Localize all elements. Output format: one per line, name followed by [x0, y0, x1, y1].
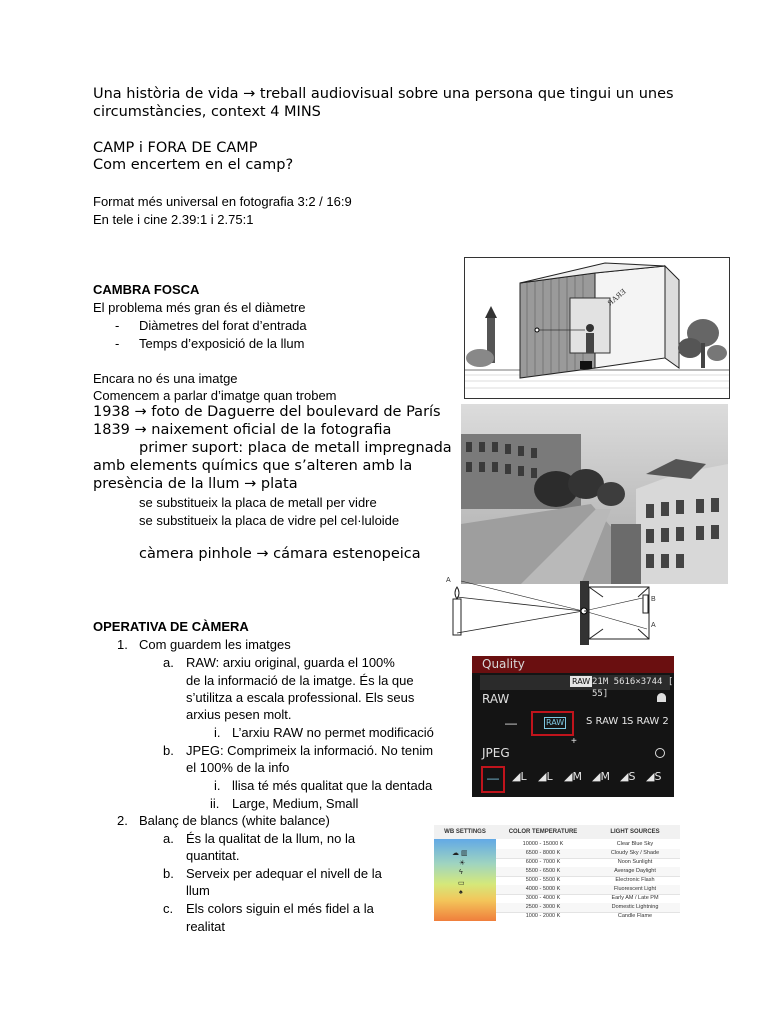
list-letter: a.: [163, 655, 174, 670]
wb-source-cell: Early AM / Late PM: [611, 895, 659, 901]
raw-line-2: de la informació de la imatge. És la que: [186, 673, 414, 688]
wb-source-cell: Average Daylight: [614, 868, 656, 874]
svg-text:B: B: [651, 596, 656, 603]
imatge-line-3: 1938 → foto de Daguerre del boulevard de París: [93, 404, 441, 420]
list-letter: c.: [163, 901, 174, 916]
pinhole-diagram: [443, 573, 669, 653]
raw-option[interactable]: RAW: [546, 718, 565, 727]
wb-header-temperature: COLOR TEMPERATURE: [508, 829, 578, 835]
raw-info-badge: RAW: [572, 677, 591, 686]
list-roman: ii.: [210, 796, 220, 811]
jpeg-sub-2: Large, Medium, Small: [232, 796, 359, 811]
wb-source-cell: Candle Flame: [617, 913, 653, 919]
imatge-line-5: primer suport: placa de metall impregnada: [139, 440, 452, 456]
wb-temperature-cell: 6500 - 8000 K: [525, 850, 561, 856]
format-line-2: En tele i cine 2.39:1 i 2.75:1: [93, 212, 254, 227]
quality-menu-screenshot: [472, 656, 674, 797]
intro-line-2: circumstàncies, context 4 MINS: [93, 104, 321, 120]
bullet-dash: -: [115, 336, 120, 351]
raw-sub: L’arxiu RAW no permet modificació: [232, 725, 434, 740]
format-line-1: Format més universal en fotografia 3:2 / 16:9: [93, 194, 352, 209]
svg-text:A: A: [651, 622, 656, 629]
wb-temperature-cell: 6000 - 7000 K: [525, 859, 561, 865]
wb-source-cell: Domestic Lightning: [611, 904, 659, 910]
imatge-line-10: càmera pinhole → cámara estenopeica: [139, 546, 421, 562]
list-item: Temps d’exposició de la llum: [139, 336, 305, 351]
list-letter: b.: [163, 743, 174, 758]
list-letter: b.: [163, 866, 174, 881]
wb-c-line-2: realitat: [186, 919, 226, 934]
wb-temperature-cell: 10000 - 15000 K: [522, 841, 564, 847]
wb-settings-table: [434, 825, 680, 921]
jpeg-small-normal-option[interactable]: ◢S: [646, 770, 662, 783]
jpeg-section-label: JPEG: [482, 746, 510, 760]
raw-none-option[interactable]: —: [505, 716, 517, 730]
raw-section-label: RAW: [482, 692, 510, 706]
wb-temperature-cell: 4000 - 5000 K: [525, 886, 561, 892]
camp-question: Com encertem en el camp?: [93, 157, 294, 173]
wb-temperature-cell: 5500 - 6500 K: [525, 868, 561, 874]
tungsten-icon: ♠: [459, 889, 463, 896]
raw-line-4: arxius pesen molt.: [186, 707, 292, 722]
list-letter: a.: [163, 831, 174, 846]
dial-icon: [657, 693, 666, 702]
daguerre-boulevard-photo: [461, 404, 728, 584]
imatge-line-1: Encara no és una imatge: [93, 371, 238, 386]
table-row: [496, 912, 680, 921]
wb-a-line-1: És la qualitat de la llum, no la: [186, 831, 356, 846]
jpeg-none-option[interactable]: —: [487, 771, 499, 785]
list-roman: i.: [214, 725, 221, 740]
imatge-line-4: 1839 → naixement oficial de la fotografia: [93, 422, 392, 438]
sun-icon: ☀: [459, 860, 466, 867]
wb-source-cell: Fluorescent Light: [613, 886, 657, 892]
wb-temperature-cell: 3000 - 4000 K: [525, 895, 561, 901]
jpeg-sub-1: llisa té més qualitat que la dentada: [232, 778, 433, 793]
jpeg-large-normal-option[interactable]: ◢L: [538, 770, 553, 783]
imatge-line-9: se substitueix la placa de vidre pel cel·luloide: [139, 513, 400, 528]
jpeg-line-2: el 100% de la info: [186, 760, 290, 775]
wb-c-line-1: Els colors siguin el més fidel a la: [186, 901, 374, 916]
wb-temperature-cell: 2500 - 3000 K: [525, 904, 561, 910]
operativa-heading: OPERATIVA DE CÀMERA: [93, 619, 249, 634]
list-item: Diàmetres del forat d’entrada: [139, 318, 307, 333]
sraw1-option[interactable]: S RAW 1: [586, 716, 628, 727]
camera-obscura-engraving: [464, 257, 730, 399]
wb-b-line-1: Serveix per adequar el nivell de la: [186, 866, 382, 881]
imatge-line-8: se substitueix la placa de metall per vidre: [139, 495, 377, 510]
imatge-line-7: presència de la llum → plata: [93, 476, 298, 492]
plus-sign: +: [571, 736, 577, 747]
list-roman: i.: [214, 778, 221, 793]
svg-text:ЯAЯƎ: ЯAЯƎ: [605, 286, 628, 308]
jpeg-medium-normal-option[interactable]: ◢M: [592, 770, 610, 783]
list-number: 2.: [117, 813, 128, 828]
dial-icon: [655, 748, 665, 758]
wb-b-line-2: llum: [186, 883, 210, 898]
intro-line-1: Una història de vida → treball audiovisual sobre una persona que tingui un unes: [93, 86, 674, 102]
wb-source-cell: Clear Blue Sky: [616, 841, 654, 847]
imatge-line-6: amb elements químics que s’alteren amb la: [93, 458, 413, 474]
jpeg-large-fine-option[interactable]: ◢L: [512, 770, 527, 783]
camp-heading: CAMP i FORA DE CAMP: [93, 140, 258, 156]
raw-line-1: RAW: arxiu original, guarda el 100%: [186, 655, 395, 670]
jpeg-line-1: JPEG: Comprimeix la informació. No tenim: [186, 743, 434, 758]
cambra-problem: El problema més gran és el diàmetre: [93, 300, 306, 315]
wb-header-settings: WB SETTINGS: [444, 829, 486, 835]
list-number: 1.: [117, 637, 128, 652]
jpeg-medium-fine-option[interactable]: ◢M: [564, 770, 582, 783]
wb-a-line-2: quantitat.: [186, 848, 240, 863]
quality-title: Quality: [482, 657, 525, 671]
bullet-dash: -: [115, 318, 120, 333]
wb-source-cell: Noon Sunlight: [617, 859, 653, 865]
raw-line-3: s’utilitza a escala professional. Els seus: [186, 690, 415, 705]
wb-header-sources: LIGHT SOURCES: [610, 829, 660, 835]
wb-source-cell: Cloudy Sky / Shade: [610, 850, 660, 856]
cambra-heading: CAMBRA FOSCA: [93, 282, 200, 297]
jpeg-small-fine-option[interactable]: ◢S: [620, 770, 636, 783]
list-item: Com guardem les imatges: [139, 637, 291, 652]
flash-icon: ϟ: [459, 869, 463, 876]
wb-temperature-cell: 1000 - 2000 K: [525, 913, 561, 919]
sraw2-option[interactable]: S RAW 2: [627, 716, 669, 727]
fluorescent-icon: ▭: [458, 880, 465, 887]
wb-temperature-cell: 5000 - 5500 K: [525, 877, 561, 883]
imatge-line-2: Comencem a parlar d’imatge quan trobem: [93, 388, 337, 403]
wb-source-cell: Electronic Flash: [615, 877, 655, 883]
cloudy-icon: ☁ ▥: [452, 850, 468, 857]
quality-info-text: 21M 5616×3744 [ 55]: [592, 677, 674, 699]
svg-text:A: A: [446, 577, 451, 584]
list-item: Balanç de blancs (white balance): [139, 813, 330, 828]
